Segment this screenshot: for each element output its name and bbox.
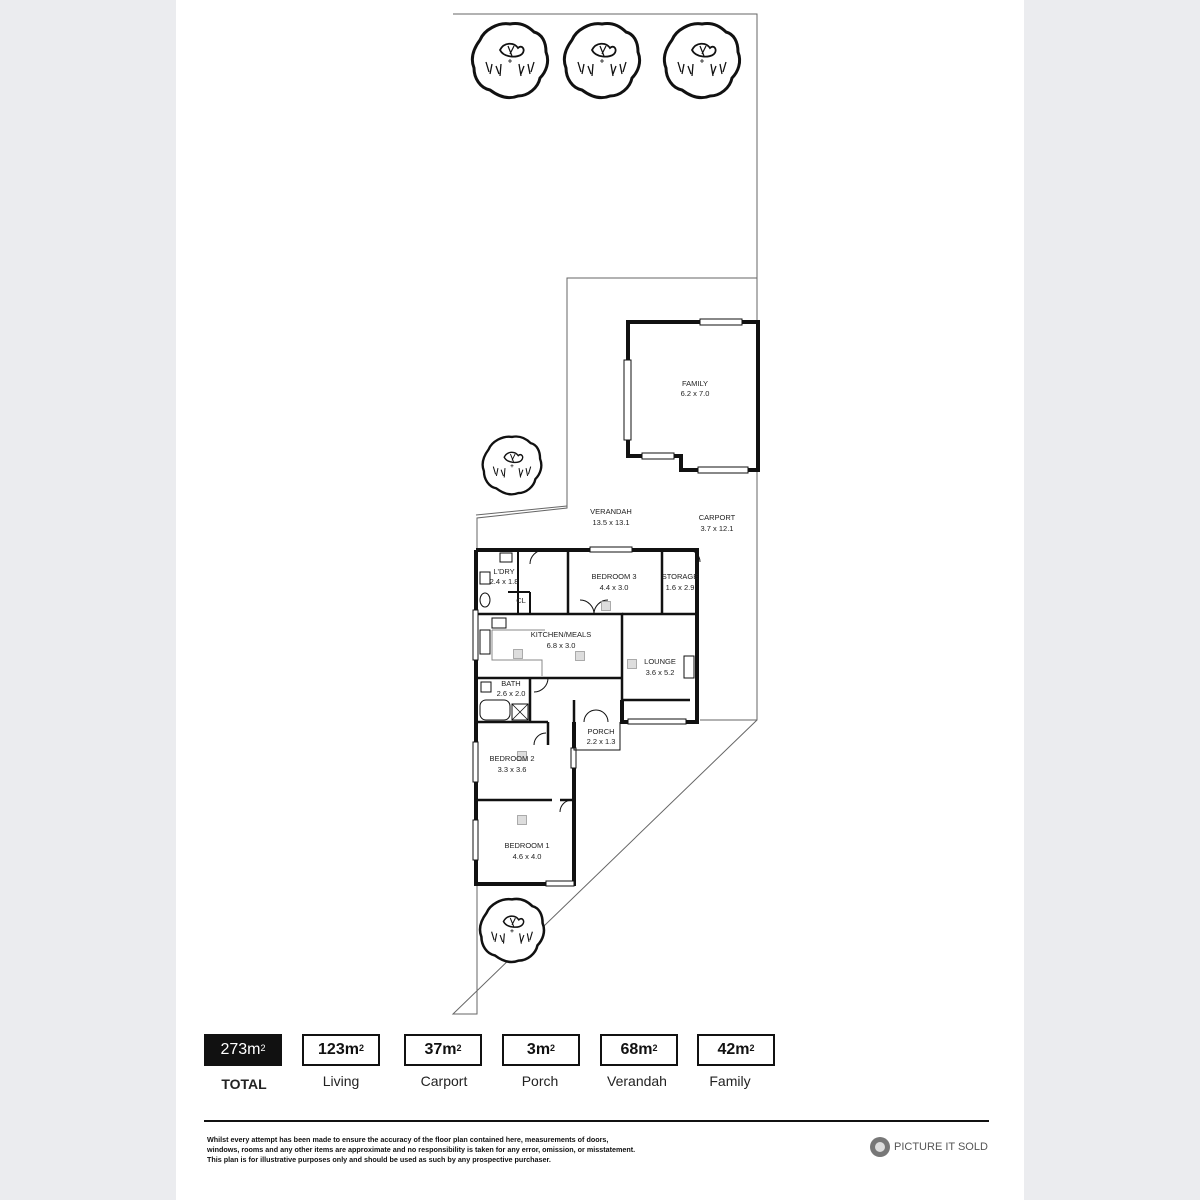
divider xyxy=(204,1120,989,1122)
area-total-box: 273m $^2$ xyxy=(204,1034,282,1066)
storage-label: STORAGE xyxy=(661,572,699,581)
tree-icon xyxy=(472,23,547,97)
area-carport-label: Carport xyxy=(420,1073,468,1089)
area-family-box: 42m $^2$ xyxy=(697,1034,775,1066)
area-living-box: 123m $^2$ xyxy=(302,1034,380,1066)
lounge-dims: 3.6 x 5.2 xyxy=(645,668,675,677)
area-carport-box: 37m $^2$ xyxy=(404,1034,482,1066)
verandah-dims: 13.5 x 13.1 xyxy=(592,518,630,527)
laundry-label: L'DRY xyxy=(493,567,515,576)
area-verandah-box: 68m $^2$ xyxy=(600,1034,678,1066)
storage-dims: 1.6 x 2.9 xyxy=(665,583,695,592)
bedroom3-label: BEDROOM 3 xyxy=(591,572,637,581)
bedroom1-label: BEDROOM 1 xyxy=(504,841,550,850)
family-label: FAMILY xyxy=(681,379,709,388)
disclaimer-line: windows, rooms and any other items are approximate and no responsibility is taken for any error, omission, or misstatement. xyxy=(207,1145,636,1154)
bedroom3-dims: 4.4 x 3.0 xyxy=(599,583,629,592)
bedroom1-dims: 4.6 x 4.0 xyxy=(512,852,542,861)
carport-dims: 3.7 x 12.1 xyxy=(700,524,734,533)
camera-aperture-icon xyxy=(870,1137,890,1157)
area-family-label: Family xyxy=(709,1073,751,1089)
tree-icon xyxy=(483,437,542,495)
family-dims: 6.2 x 7.0 xyxy=(680,389,710,398)
closet-label: CL xyxy=(516,596,526,605)
area-living-label: Living xyxy=(322,1073,360,1089)
disclaimer-line: Whilst every attempt has been made to ensure the accuracy of the floor plan contained here, measurements of doors, xyxy=(207,1135,609,1144)
disclaimer-line: This plan is for illustrative purposes only and should be used as such by any prospective purchaser. xyxy=(207,1155,551,1164)
kitchen-label: KITCHEN/MEALS xyxy=(530,630,592,639)
area-total-label: TOTAL xyxy=(221,1076,267,1092)
bedroom2-dims: 3.3 x 3.6 xyxy=(497,765,527,774)
brand-name: PICTURE IT SOLD xyxy=(894,1141,988,1153)
area-verandah-label: Verandah xyxy=(607,1073,667,1089)
brand-logo xyxy=(870,1137,988,1157)
house xyxy=(473,547,700,886)
lounge-label: LOUNGE xyxy=(644,657,676,666)
kitchen-dims: 6.8 x 3.0 xyxy=(546,641,576,650)
bedroom2-label: BEDROOM 2 xyxy=(489,754,535,763)
porch-dims: 2.2 x 1.3 xyxy=(586,737,616,746)
porch-label: PORCH xyxy=(587,727,615,736)
carport-label: CARPORT xyxy=(698,513,736,522)
bath-dims: 2.6 x 2.0 xyxy=(496,689,526,698)
verandah-label: VERANDAH xyxy=(590,507,632,516)
area-porch-label: Porch xyxy=(521,1073,559,1089)
disclaimer xyxy=(207,1135,727,1165)
laundry-dims: 2.4 x 1.8 xyxy=(489,577,519,586)
area-porch-box: 3m $^2$ xyxy=(502,1034,580,1066)
tree-icon xyxy=(480,899,544,962)
bath-label: BATH xyxy=(501,679,521,688)
tree-icon xyxy=(664,23,739,97)
tree-icon xyxy=(564,23,639,97)
